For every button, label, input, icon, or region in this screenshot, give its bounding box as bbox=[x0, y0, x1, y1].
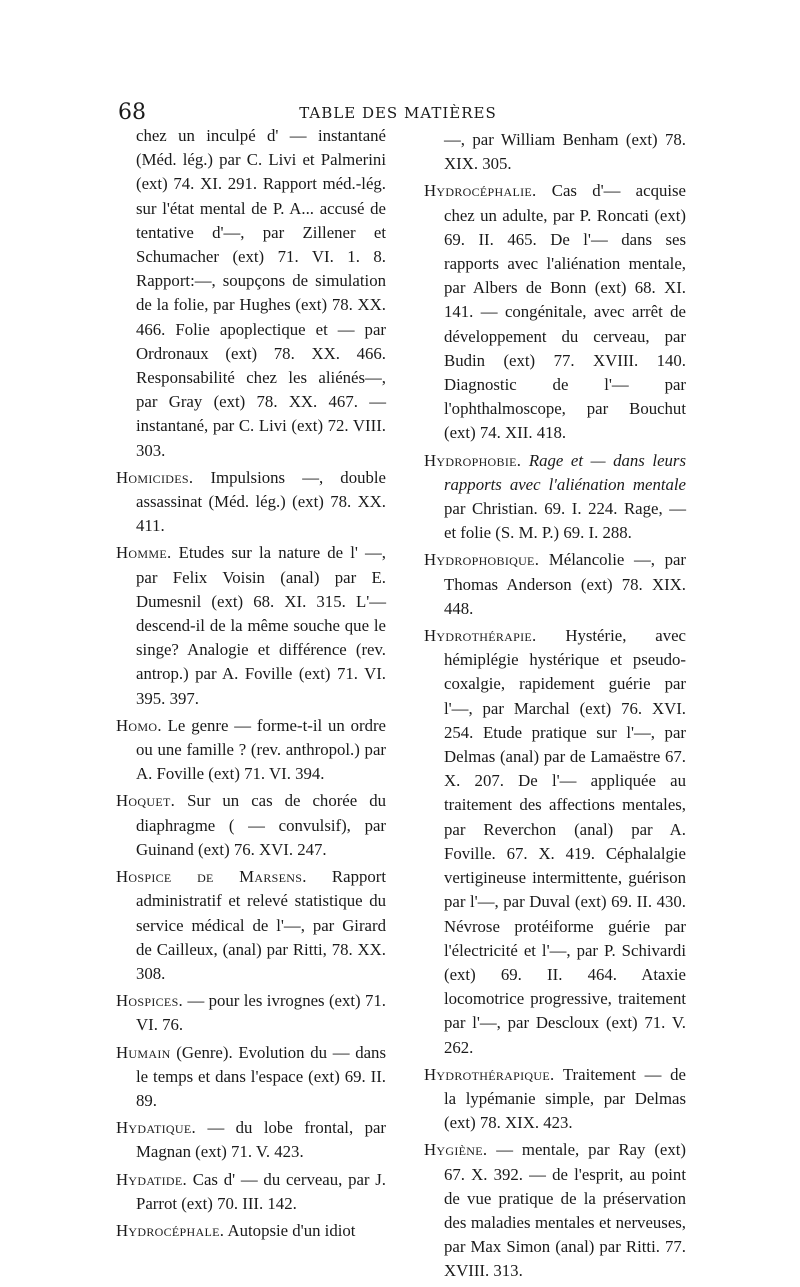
index-entry bbox=[116, 466, 386, 539]
index-entry bbox=[116, 1041, 386, 1114]
index-entry bbox=[424, 1138, 686, 1283]
entry-text: —, par William Benham (ext) 78. XIX. 305. bbox=[444, 130, 686, 174]
running-title: TABLE DES MATIÈRES bbox=[299, 104, 497, 122]
entry-headword: Hydrocéphalie. bbox=[424, 181, 537, 201]
entry-headword: Hoquet. bbox=[116, 791, 176, 811]
right-column bbox=[424, 128, 686, 1287]
index-entry bbox=[116, 789, 386, 862]
index-entry bbox=[424, 179, 686, 445]
entry-text: Cas d'— acquise chez un adulte, par P. Roncati (ext) 69. II. 465. De l'— dans ses rapports avec l'aliénation mentale, par Albers de Bonn (ext) 68. XI. 141. — congénitale, avec arrêt de développement du cerveau, par Budin (ext) 77. XVIII. 140. Diagnostic de l'— par l'ophthalmoscope, par Bouchut (ext) 74. XII. 418. bbox=[444, 181, 686, 443]
index-entry bbox=[116, 541, 386, 710]
entry-headword: Homo. bbox=[116, 715, 162, 735]
entry-headword: Hydrophobique. bbox=[424, 550, 540, 570]
page-number: 68 bbox=[118, 100, 146, 125]
index-entry bbox=[116, 124, 386, 463]
entry-text: — mentale, par Ray (ext) 67. X. 392. — de l'esprit, au point de vue pratique de la préservation des maladies mentales et nerveuses, par Max Simon (anal) par Ritti. 77. XVIII. 313. bbox=[444, 1140, 686, 1281]
index-entry bbox=[116, 989, 386, 1037]
entry-headword: Homicides. bbox=[116, 467, 194, 487]
index-entry bbox=[424, 624, 686, 1060]
left-column bbox=[116, 124, 386, 1246]
entry-text: Sur un cas de chorée du diaphragme ( — convulsif), par Guinand (ext) 76. XVI. 247. bbox=[136, 791, 386, 859]
entry-text: Etudes sur la nature de l' —, par Felix Voisin (anal) par E. Dumesnil (ext) 68. XI. 315. L'— descend-il de la même souche que le singe? Analogie et différence (rev. antrop.) par A. Foville (ext) 71. VI. 395. 397. bbox=[136, 543, 386, 708]
entry-headword: Homme. bbox=[116, 543, 172, 563]
entry-text: Cas d' — du cerveau, par J. Parrot (ext) 70. III. 142. bbox=[136, 1169, 386, 1213]
index-entry bbox=[424, 128, 686, 176]
entry-headword: Hygiène. bbox=[424, 1140, 488, 1160]
entry-text: Rapport administratif et relevé statistique du service médical de l'—, par Girard de Cailleux, (anal) par Ritti, 78. XX. 308. bbox=[136, 867, 386, 983]
entry-text: — pour les ivrognes (ext) 71. VI. 76. bbox=[136, 991, 386, 1035]
entry-italic-text: Rage et — dans leurs rapports avec l'aliénation mentale bbox=[444, 450, 686, 494]
entry-headword: Hydrothérapique. bbox=[424, 1064, 555, 1084]
index-entry bbox=[116, 714, 386, 787]
entry-headword: Hydrothérapie. bbox=[424, 626, 537, 646]
entry-headword: Humain bbox=[116, 1042, 171, 1062]
entry-headword: Hydatide. bbox=[116, 1169, 188, 1189]
entry-text: par Christian. 69. I. 224. Rage, — et folie (S. M. P.) 69. I. 288. bbox=[444, 499, 686, 543]
entry-headword: Hospices. bbox=[116, 991, 184, 1011]
entry-text: Le genre — forme-t-il un ordre ou une famille ? (rev. anthropol.) par A. Foville (ext) 71. VI. 394. bbox=[136, 715, 386, 784]
index-entry bbox=[116, 1168, 386, 1216]
index-entry bbox=[116, 1116, 386, 1164]
index-entry bbox=[424, 449, 686, 546]
entry-text: — du lobe frontal, par Magnan (ext) 71. V. 423. bbox=[136, 1118, 387, 1162]
entry-text: Impulsions —, double assassinat (Méd. lég.) (ext) 78. XX. 411. bbox=[136, 467, 386, 536]
entry-headword: Hydrocéphale. bbox=[116, 1220, 225, 1240]
entry-text: Mélancolie —, par Thomas Anderson (ext) 78. XIX. 448. bbox=[444, 550, 686, 618]
entry-headword: Hospice de Marsens. bbox=[116, 867, 307, 887]
entry-headword: Hydrophobie. bbox=[424, 450, 522, 470]
index-entry bbox=[116, 865, 386, 986]
entry-text: chez un inculpé d' — instantané (Méd. lég.) par C. Livi et Palmerini (ext) 74. XI. 291. Rapport méd.-lég. sur l'état mental de P. A... accusé de tentative d'—, par Zillener et Schumacher (ext) 71. VI. 1. 8. Rapport:—, soupçons de simulation de la folie, par Hughes (ext) 78. XX. 466. Folie apoplectique et — par Ordronaux (ext) 78. XX. 466. Responsabilité chez les aliénés—, par Gray (ext) 78. XX. 467. — instantané, par C. Livi (ext) 72. VIII. 303. bbox=[136, 126, 386, 460]
entry-text: Hystérie, avec hémiplégie hystérique et pseudo-coxalgie, rapidement guérie par l'—, par Marchal (ext) 76. XVI. 254. Etude pratique sur l'—, par Delmas (anal) par de Lamaëstre 67. X. 207. De l'— appliquée au traitement des affections mentales, par Reverchon (anal) par A. Foville. 67. X. 419. Céphalalgie vertigineuse intermittente, guérison par l'—, par Duval (ext) 69. II. 430. Névrose protéiforme guérie par l'électricité et l'—, par P. Schivardi (ext) 69. II. 464. Ataxie locomotrice progressive, traitement par l'—, par Descloux (ext) 71. V. 262. bbox=[444, 626, 686, 1057]
entry-text: (Genre). Evolution du — dans le temps et dans l'espace (ext) 69. II. 89. bbox=[136, 1042, 386, 1110]
index-entry bbox=[424, 1063, 686, 1136]
entry-headword: Hydatique. bbox=[116, 1118, 196, 1138]
entry-text: Traitement — de la lypémanie simple, par Delmas (ext) 78. XIX. 423. bbox=[444, 1064, 686, 1133]
index-entry bbox=[116, 1219, 386, 1243]
entry-text: Autopsie d'un idiot bbox=[227, 1220, 356, 1240]
index-entry bbox=[424, 548, 686, 621]
